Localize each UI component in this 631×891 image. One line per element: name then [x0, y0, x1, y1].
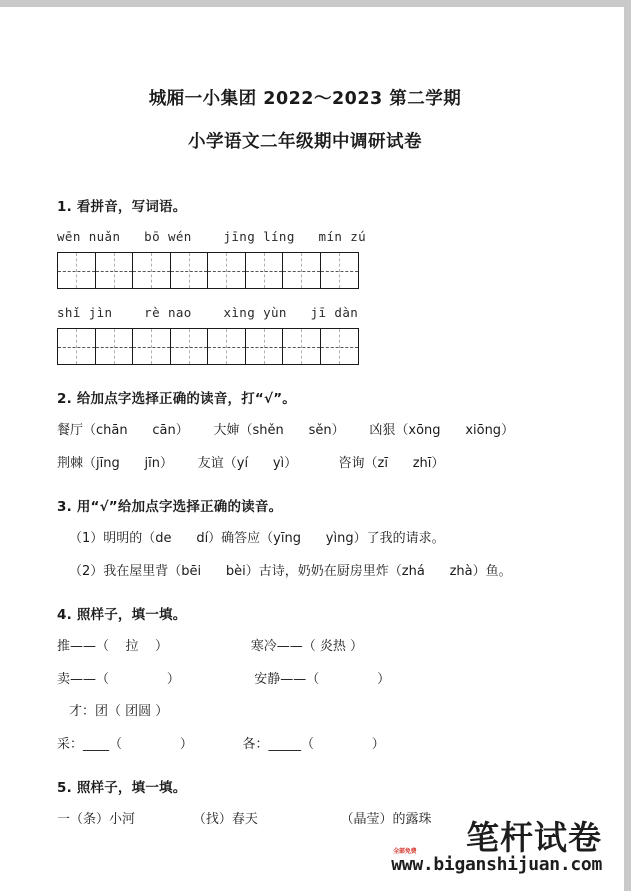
char-cell[interactable]	[171, 253, 209, 288]
question-3-line-2[interactable]: （2）我在屋里背（bēi bèi）古诗，奶奶在厨房里炸（zhá zhà）鱼。	[69, 563, 512, 579]
watermark	[391, 818, 602, 876]
char-cell[interactable]	[96, 329, 134, 364]
char-cell[interactable]	[321, 253, 359, 288]
question-4-line-2[interactable]: 卖——（ ） 安静——（ ）	[57, 671, 391, 687]
question-3-line-1[interactable]: （1）明明的（de dí）确答应（yīng yìng）了我的请求。	[69, 531, 445, 546]
question-2-line-1[interactable]: 餐厅（chān cān） 大婶（shěn sěn） 凶狠（xōng xiōng）	[57, 423, 515, 438]
question-5-line-1[interactable]: 一（条）小河 （找）春天 （晶莹）的露珠	[57, 812, 432, 827]
question-1-pinyin-row-2: shǐ jìn rè nao xìng yùn jī dàn	[57, 305, 359, 320]
question-1	[57, 195, 604, 365]
watermark-badge: 全部免费	[393, 848, 417, 855]
watermark-url: www.biganshijuan.com	[391, 854, 602, 876]
questions-container	[0, 195, 624, 830]
char-cell[interactable]	[283, 253, 321, 288]
char-cell[interactable]	[58, 329, 96, 364]
char-cell[interactable]	[246, 253, 284, 288]
page-edge-top	[0, 0, 631, 7]
char-cell[interactable]	[321, 329, 359, 364]
char-cell[interactable]	[58, 253, 96, 288]
char-cell[interactable]	[283, 329, 321, 364]
question-3-heading: 3. 用“√”给加点字选择正确的读音。	[57, 499, 283, 515]
question-4-line-1[interactable]: 推——（ 拉 ） 寒冷——（ 炎热 ）	[57, 639, 363, 654]
exam-paper-page	[0, 7, 624, 891]
char-cell[interactable]	[133, 253, 171, 288]
question-1-answer-grid-1[interactable]	[57, 252, 604, 289]
char-cell[interactable]	[96, 253, 134, 288]
question-4-line-3[interactable]: 才：团（ 团圆 ）	[69, 704, 169, 719]
question-1-answer-grid-2[interactable]	[57, 328, 604, 365]
watermark-brand: 笔杆试卷	[466, 818, 602, 858]
question-3	[57, 495, 604, 581]
char-cell[interactable]	[171, 329, 209, 364]
char-cell[interactable]	[208, 329, 246, 364]
page-title-line-2: 小学语文二年级期中调研试卷	[188, 132, 422, 152]
char-cell[interactable]	[246, 329, 284, 364]
question-1-heading: 1. 看拼音，写词语。	[57, 199, 187, 215]
question-4-heading: 4. 照样子，填一填。	[57, 607, 187, 623]
char-cell[interactable]	[208, 253, 246, 288]
question-2-line-2[interactable]: 荆棘（jīng jīn） 友谊（yí yì） 咨询（zī zhī）	[57, 455, 445, 471]
question-2-heading: 2. 给加点字选择正确的读音，打“√”。	[57, 391, 296, 407]
page-edge-right	[624, 7, 631, 891]
question-4-line-4[interactable]: 采：____（ ） 各：_____（ ）	[57, 736, 385, 752]
char-cell[interactable]	[133, 329, 171, 364]
question-2	[57, 387, 604, 473]
question-5-heading: 5. 照样子，填一填。	[57, 780, 187, 796]
page-title-line-1: 城厢一小集团 2022～2023 第二学期	[148, 89, 462, 109]
question-4	[57, 603, 604, 754]
question-1-pinyin-row-1: wēn nuǎn bō wén jīng líng mín zú	[57, 229, 367, 244]
